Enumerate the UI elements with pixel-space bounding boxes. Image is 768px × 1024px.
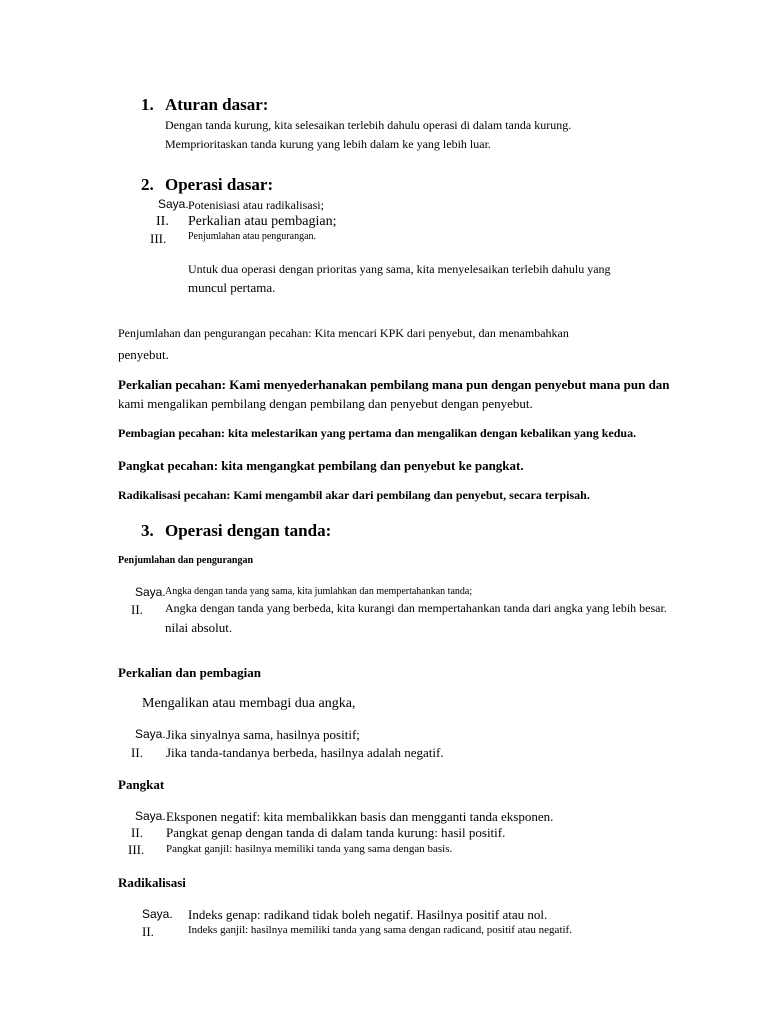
addsub-continuation: nilai absolut. — [165, 620, 233, 635]
list-marker: II. — [131, 745, 143, 760]
list-marker: Saya. — [135, 585, 166, 599]
section-1-line-2: Memprioritaskan tanda kurung yang lebih dalam ke yang lebih luar. — [165, 137, 491, 151]
list-item: Pangkat genap dengan tanda di dalam tanda kurung: hasil positif. — [166, 825, 506, 840]
list-marker: Saya. — [135, 727, 166, 741]
fraction-add-line-1: Penjumlahan dan pengurangan pecahan: Kita mencari KPK dari penyebut, dan menambahkan — [118, 326, 569, 340]
list-marker: II. — [156, 214, 169, 229]
list-marker: Saya. — [158, 197, 189, 211]
list-item: Potenisiasi atau radikalisasi; — [188, 198, 324, 212]
list-item: Eksponen negatif: kita membalikkan basis dan mengganti tanda eksponen. — [166, 809, 554, 824]
list-marker: II. — [131, 602, 143, 617]
list-marker: Saya. — [142, 907, 173, 921]
fraction-power: Pangkat pecahan: kita mengangkat pembilang dan penyebut ke pangkat. — [118, 458, 524, 473]
fraction-div: Pembagian pecahan: kita melestarikan yang pertama dan mengalikan dengan kebalikan yang kedua. — [118, 426, 637, 440]
list-item: Jika sinyalnya sama, hasilnya positif; — [166, 727, 360, 742]
section-3-number: 3. — [141, 521, 154, 540]
fraction-mult-line-2: kami mengalikan pembilang dengan pembilang dan penyebut dengan penyebut. — [118, 396, 533, 411]
list-item: Indeks genap: radikand tidak boleh negatif. Hasilnya positif atau nol. — [188, 907, 548, 922]
section-2-number: 2. — [141, 175, 154, 194]
list-marker: III. — [128, 842, 145, 857]
section-3-title: Operasi dengan tanda: — [165, 521, 332, 540]
list-item: Angka dengan tanda yang sama, kita jumlahkan dan mempertahankan tanda; — [165, 586, 473, 597]
list-marker: Saya. — [135, 809, 166, 823]
multdiv-intro: Mengalikan atau membagi dua angka, — [142, 696, 356, 711]
section-1-line-1: Dengan tanda kurung, kita selesaikan terlebih dahulu operasi di dalam tanda kurung. — [165, 118, 572, 132]
pangkat-heading: Pangkat — [118, 777, 165, 792]
list-item: Indeks ganjil: hasilnya memiliki tanda yang sama dengan radicand, positif atau negatif. — [188, 924, 572, 936]
list-item: Jika tanda-tandanya berbeda, hasilnya adalah negatif. — [166, 745, 444, 760]
section-1-title: Aturan dasar: — [165, 95, 269, 114]
list-marker: III. — [150, 231, 167, 246]
section-2-note-line-1: Untuk dua operasi dengan prioritas yang sama, kita menyelesaikan terlebih dahulu yang — [188, 262, 611, 276]
list-marker: II. — [142, 924, 154, 939]
section-2-note-line-2: muncul pertama. — [188, 280, 276, 295]
list-item: Pangkat ganjil: hasilnya memiliki tanda yang sama dengan basis. — [166, 843, 453, 855]
addsub-heading: Penjumlahan dan pengurangan — [118, 555, 254, 566]
section-1-number: 1. — [141, 95, 154, 114]
list-marker: II. — [131, 825, 143, 840]
section-2-title: Operasi dasar: — [165, 175, 274, 194]
list-item: Penjumlahan atau pengurangan. — [188, 231, 317, 242]
fraction-root: Radikalisasi pecahan: Kami mengambil akar dari pembilang dan penyebut, secara terpisah. — [118, 488, 590, 502]
fraction-add-line-2: penyebut. — [118, 347, 169, 362]
fraction-mult-line-1: Perkalian pecahan: Kami menyederhanakan pembilang mana pun dengan penyebut mana pun dan — [118, 377, 670, 392]
multdiv-heading: Perkalian dan pembagian — [118, 665, 262, 680]
list-item: Perkalian atau pembagian; — [188, 214, 337, 229]
list-item: Angka dengan tanda yang berbeda, kita kurangi dan mempertahankan tanda dari angka yang lebih besar. — [165, 601, 667, 615]
radikal-heading: Radikalisasi — [118, 875, 186, 890]
